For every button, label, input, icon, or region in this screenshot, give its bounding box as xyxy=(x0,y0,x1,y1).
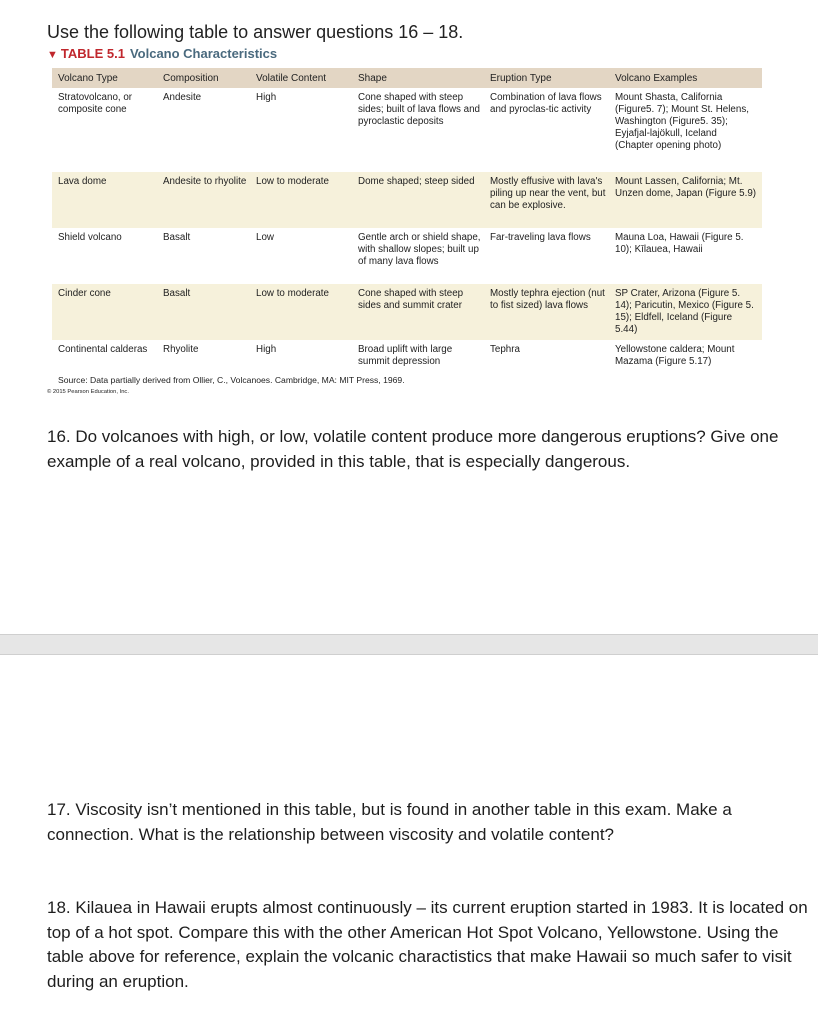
question-18: 18. Kilauea in Hawaii erupts almost continuously – its current eruption started in 1983. It is located on top of a hot spot. Compare this with the other American Hot Spot Volcano, Yellowstone. Using the table above for reference, explain the volcanic charactistics that make Hawaii so much safer to visit during an eruption. xyxy=(47,898,808,991)
cell-volcano-examples: SP Crater, Arizona (Figure 5. 14); Paricutin, Mexico (Figure 5. 15); Eldfell, Iceland (Figure 5.44) xyxy=(615,288,754,336)
volcano-table xyxy=(52,68,762,378)
cell-volcano-type: Lava dome xyxy=(58,176,107,187)
table-row xyxy=(52,172,762,228)
cell-eruption-type: Far-traveling lava flows xyxy=(490,232,591,243)
question-17: 17. Viscosity isn’t mentioned in this table, but is found in another table in this exam. Make a connection. What is the relationship between viscosity and volatile content? xyxy=(47,800,732,844)
table-source-note: Source: Data partially derived from Ollier, C., Volcanoes. Cambridge, MA: MIT Press, 1969. xyxy=(58,375,405,385)
cell-volcano-examples: Mount Shasta, California (Figure5. 7); Mount St. Helens, Washington (Figure5. 35); Eyjafjal-lajökull, Iceland (Chapter opening photo) xyxy=(615,92,749,152)
cell-volcano-examples: Mauna Loa, Hawaii (Figure 5. 10); Kīlauea, Hawaii xyxy=(615,232,744,256)
header-volatile-content: Volatile Content xyxy=(256,73,327,84)
cell-volatile-content: Low to moderate xyxy=(256,288,329,299)
table-number: TABLE 5.1 xyxy=(60,46,125,61)
header-eruption-type: Eruption Type xyxy=(490,73,552,84)
cell-composition: Andesite to rhyolite xyxy=(163,176,247,187)
cell-eruption-type: Mostly effusive with lava's piling up near the vent, but can be explosive. xyxy=(490,176,606,212)
cell-eruption-type: Combination of lava flows and pyroclas-tic activity xyxy=(490,92,602,116)
cell-volcano-type: Shield volcano xyxy=(58,232,122,243)
cell-shape: Gentle arch or shield shape, with shallow slopes; built up of many lava flows xyxy=(358,232,481,268)
cell-volcano-type: Stratovolcano, or composite cone xyxy=(58,92,133,116)
cell-volcano-examples: Yellowstone caldera; Mount Mazama (Figure 5.17) xyxy=(615,344,735,368)
cell-composition: Basalt xyxy=(163,288,191,299)
cell-volcano-type: Continental calderas xyxy=(58,344,148,355)
page-break-divider xyxy=(0,634,818,655)
table-row xyxy=(52,284,762,340)
cell-volatile-content: High xyxy=(256,92,277,103)
table-row xyxy=(52,340,762,378)
cell-eruption-type: Tephra xyxy=(490,344,520,355)
table-header-row xyxy=(52,68,762,88)
instructions: Use the following table to answer questions 16 – 18. xyxy=(47,22,464,42)
copyright-note: © 2015 Pearson Education, Inc. xyxy=(47,389,129,395)
cell-volcano-type: Cinder cone xyxy=(58,288,111,299)
cell-shape: Cone shaped with steep sides and summit crater xyxy=(358,288,464,312)
cell-composition: Andesite xyxy=(163,92,202,103)
header-volcano-type: Volcano Type xyxy=(58,73,118,84)
table-row xyxy=(52,228,762,284)
cell-volatile-content: Low to moderate xyxy=(256,176,329,187)
cell-volcano-examples: Mount Lassen, California; Mt. Unzen dome, Japan (Figure 5.9) xyxy=(615,176,757,200)
cell-volatile-content: High xyxy=(256,344,277,355)
cell-shape: Dome shaped; steep sided xyxy=(358,176,475,187)
cell-volatile-content: Low xyxy=(256,232,274,243)
table-title xyxy=(47,46,277,61)
cell-eruption-type: Mostly tephra ejection (nut to fist sized) lava flows xyxy=(490,288,605,312)
cell-composition: Rhyolite xyxy=(163,344,199,355)
cell-composition: Basalt xyxy=(163,232,191,243)
cell-shape: Broad uplift with large summit depression xyxy=(358,344,453,368)
header-shape: Shape xyxy=(358,73,387,84)
question-16: 16. Do volcanoes with high, or low, volatile content produce more dangerous eruptions? Give one example of a real volcano, provided in this table, that is especially dangerous. xyxy=(47,427,779,471)
table-caption: Volcano Characteristics xyxy=(129,46,278,61)
header-volcano-examples: Volcano Examples xyxy=(615,73,698,84)
cell-shape: Cone shaped with steep sides; built of lava flows and pyroclastic deposits xyxy=(358,92,480,128)
header-composition: Composition xyxy=(163,73,219,84)
table-row xyxy=(52,88,762,172)
triangle-down-icon: ▼ xyxy=(47,49,58,61)
